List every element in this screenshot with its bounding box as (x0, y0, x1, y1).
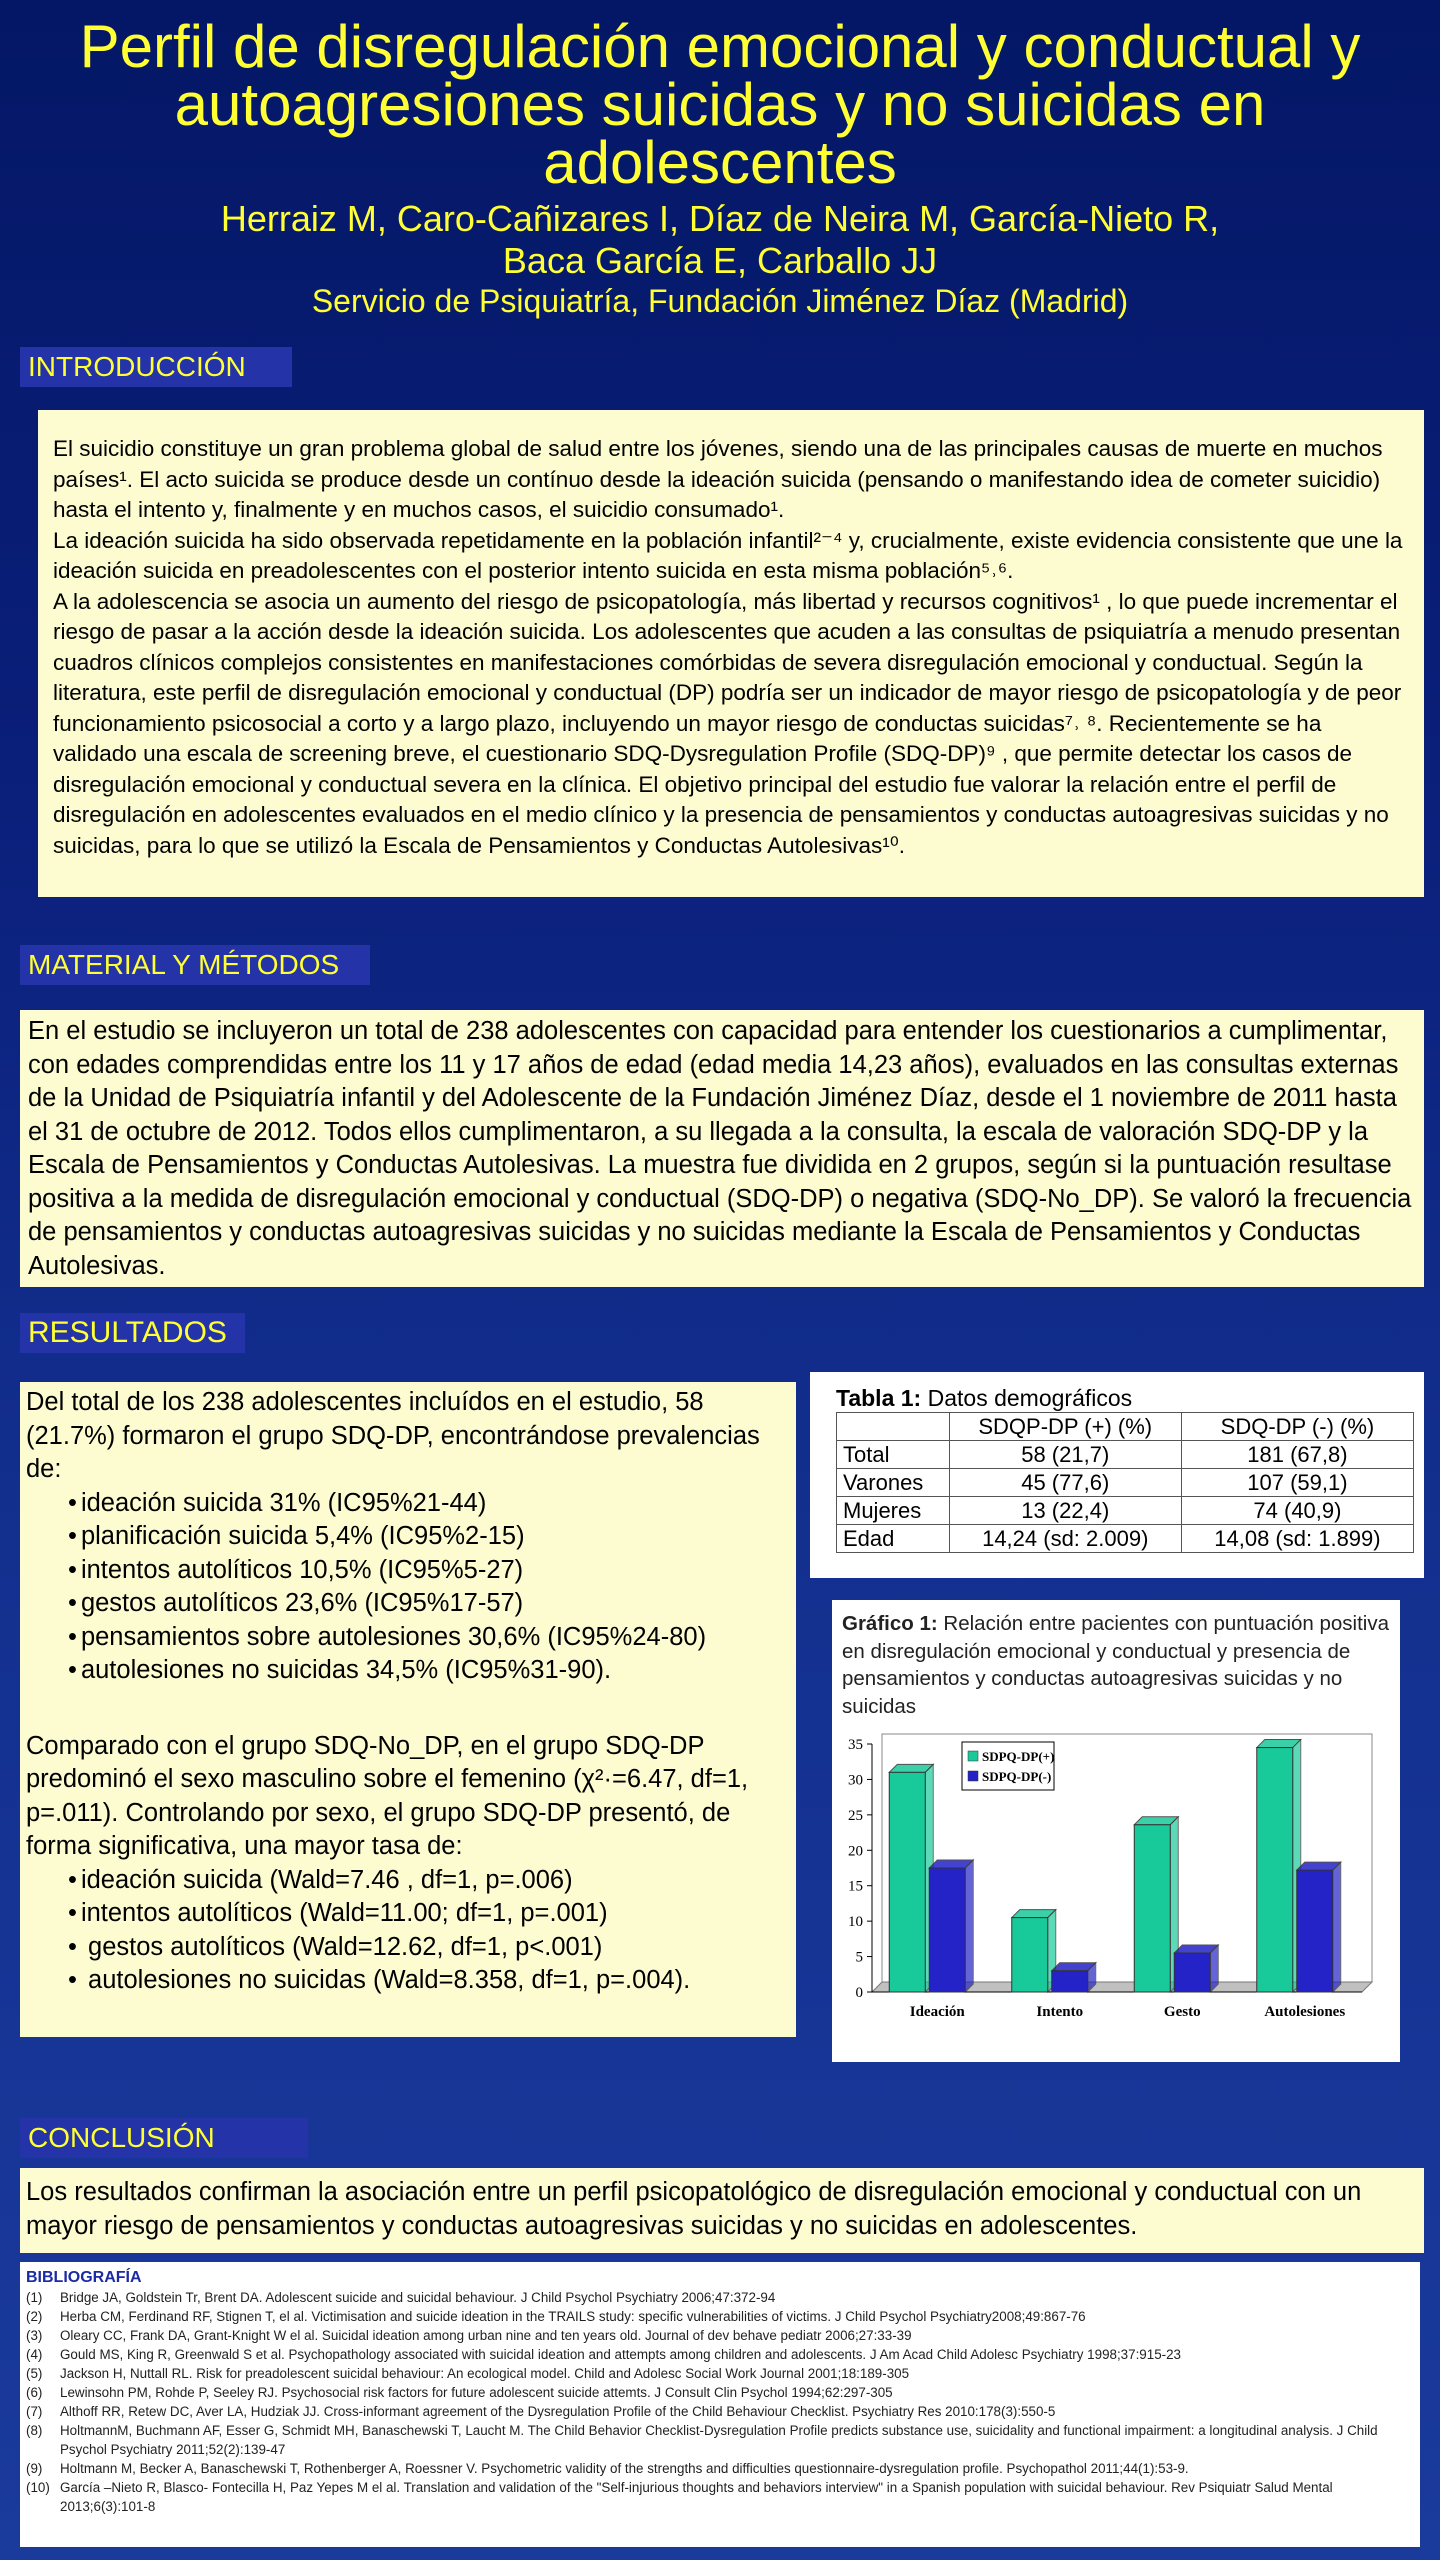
methods-heading: MATERIAL Y MÉTODOS (20, 945, 370, 985)
table-cell: Mujeres (837, 1497, 950, 1525)
prevalence-list (26, 1487, 792, 1688)
results-heading: RESULTADOS (20, 1313, 245, 1353)
reference-number: (10) (26, 2480, 50, 2495)
intro-box (38, 410, 1424, 897)
legend-label: SDPQ-DP(-) (982, 1769, 1052, 1784)
reference-item (26, 2421, 1414, 2459)
list-item: • gestos autolíticos (Wald=12.62, df=1, p<.001) (68, 1931, 792, 1965)
intro-paragraph-3: A la adolescencia se asocia un aumento del riesgo de psicopatología, más libertad y recursos cognitivos¹ , lo que puede incrementar el riesgo de pasar a la acción desde la ideación suicida. Los adolescentes que acuden a las consultas de psiquiatría a menudo presentan cuadros clínicos complejos consistentes en manifestaciones comórbidas de severa disregulación emocional y conductual. Según la literatura, este perfil de disregulación emocional y conductual (DP) podría ser un indicador de mayor riesgo de psicopatología y de peor funcionamiento psicosocial a corto y a largo plazo, incluyendo un mayor riesgo de conductas suicidas⁷˒ ⁸. Recientemente se ha validado una escala de screening breve, el cuestionario SDQ-Dysregulation Profile (SDQ-DP)⁹ , que permite detectar los casos de disregulación emocional y conductual severa en la clínica. El objetivo principal del estudio fue valorar la relación entre el perfil de disregulación en adolescentes evaluados en el medio clínico y la presencia de pensamientos y conductas autoagresivas suicidas y no suicidas, para lo que se utilizó la Escala de Pensamientos y Conductas Autolesivas¹⁰. (53, 588, 1402, 858)
list-item: • intentos autolíticos (Wald=11.00; df=1, p=.001) (68, 1897, 792, 1931)
reference-text: HoltmannM, Buchmann AF, Esser G, Schmidt MH, Banaschewski T, Laucht M. The Child Behavior Checklist-Dysregulation Profile predicts substance use, suicidality and functional impairment: a longitudinal analysis. J Child Psychol Psychiatry 2011;52(2):139-47 (60, 2423, 1378, 2457)
reference-number: (5) (26, 2366, 43, 2381)
reference-item (26, 2478, 1414, 2516)
table-cell: 14,08 (sd: 1.899) (1181, 1525, 1413, 1553)
list-item: • pensamientos sobre autolesiones 30,6% (IC95%24-80) (68, 1621, 792, 1655)
reference-number: (7) (26, 2404, 43, 2419)
list-item: • planificación suicida 5,4% (IC95%2-15) (68, 1520, 792, 1554)
conclusion-heading: CONCLUSIÓN (20, 2118, 308, 2158)
reference-text: Herba CM, Ferdinand RF, Stignen T, el al. Victimisation and suicide ideation in the TRAILS study: specific vulnerabilities of victims. J Child Psychol Psychiatry2008;49:867-76 (60, 2309, 1086, 2324)
table-caption-label: Tabla 1: (836, 1385, 922, 1411)
bar (1297, 1870, 1333, 1992)
significance-list (26, 1864, 792, 1998)
y-tick-label: 30 (848, 1772, 863, 1789)
table-caption-text: Datos demográficos (927, 1385, 1133, 1411)
reference-text: Oleary CC, Frank DA, Grant-Knight W el al. Suicidal ideation among urban nine and ten years old. Journal of dev behave pediatr 2006;27:33-39 (60, 2328, 912, 2343)
reference-number: (6) (26, 2385, 43, 2400)
intro-paragraph-1: El suicidio constituye un gran problema global de salud entre los jóvenes, siendo una de las principales causas de muerte en muchos países¹. El acto suicida se produce desde un contínuo desde la ideación suicida (pensando o manifestando idea de cometer suicidio) hasta el intento y, finalmente y en muchos casos, el suicidio consumado¹. (53, 436, 1383, 522)
reference-text: Gould MS, King R, Greenwald S et al. Psychopathology associated with suicidal ideation and attempts among children and adolescents. J Am Acad Child Adolesc Psychiatry 1998;37:915-23 (60, 2347, 1181, 2362)
bar (1134, 1825, 1170, 1992)
chart-caption (832, 1600, 1400, 1720)
table-cell: Edad (837, 1525, 950, 1553)
reference-text: Jackson H, Nuttall RL. Risk for preadolescent suicidal behaviour: An ecological model. Child and Adolesc Social Work Journal 2001;18:189-305 (60, 2366, 910, 2381)
legend-label: SDPQ-DP(+) (982, 1749, 1055, 1764)
bar-side-face (1210, 1945, 1218, 1992)
reference-item (26, 2364, 1414, 2383)
y-tick-label: 5 (855, 1949, 863, 1966)
title-block (20, 13, 1420, 320)
list-item: • gestos autolíticos 23,6% (IC95%17-57) (68, 1587, 792, 1621)
reference-text: Bridge JA, Goldstein Tr, Brent DA. Adolescent suicide and suicidal behaviour. J Child Psychol Psychiatry 2006;47:372-94 (60, 2290, 776, 2305)
bar (929, 1868, 965, 1992)
chart-caption-text: Relación entre pacientes con puntuación positiva en disregulación emocional y conductual y presencia de pensamientos y conductas autoagresivas suicidas y no suicidas (842, 1612, 1390, 1718)
x-tick-label: Gesto (1163, 2004, 1201, 2020)
y-tick-label: 0 (855, 1985, 863, 2001)
reference-number: (8) (26, 2423, 43, 2438)
reference-item (26, 2288, 1414, 2307)
methods-text: En el estudio se incluyeron un total de 238 adolescentes con capacidad para entender los cuestionarios a cumplimentar, con edades comprendidas entre los 11 y 17 años de edad (edad media 14,23 años), evaluados en las consultas externas de la Unidad de Psiquiatría infantil y del Adolescente de la Fundación Jiménez Díaz, desde el 1 noviembre de 2011 hasta el 31 de octubre de 2012. Todos ellos cumplimentaron, a su llegada a la consulta, la escala de valoración SDQ-DP y la Escala de Pensamientos y Conductas Autolesivas. La muestra fue dividida en 2 grupos, según si la puntuación resultase positiva a la medida de disregulación emocional y conductual (SDQ-DP) o negativa (SDQ-No_DP). Se valoró la frecuencia de pensamientos y conductas autoagresivas suicidas y no suicidas mediante la Escala de Pensamientos y Conductas Autolesivas. (28, 1017, 1412, 1280)
chart-caption-label: Gráfico 1: (842, 1612, 938, 1635)
table-caption (836, 1384, 1414, 1412)
bar (1174, 1953, 1210, 1992)
bar (1052, 1971, 1088, 1992)
results-comparison: Comparado con el grupo SDQ-No_DP, en el grupo SDQ-DP predominó el sexo masculino sobre el femenino (χ²·=6.47, df=1, p=.011). Controlando por sexo, el grupo SDQ-DP presentó, de forma significativa, una mayor tasa de: (26, 1731, 749, 1860)
conclusion-box (20, 2168, 1424, 2253)
reference-number: (9) (26, 2461, 43, 2476)
reference-number: (1) (26, 2290, 43, 2305)
y-tick-label: 35 (848, 1737, 863, 1753)
y-tick-label: 25 (848, 1807, 863, 1824)
reference-text: Holtmann M, Becker A, Banaschewski T, Rothenberger A, Roessner V. Psychometric validity of the strengths and difficulties questionnaire-dysregulation profile. Psychopathol 2011;44(1):53-9. (60, 2461, 1189, 2476)
table-cell: 58 (21,7) (949, 1441, 1181, 1469)
bibliography-heading: BIBLIOGRAFÍA (26, 2269, 142, 2286)
results-box (20, 1382, 796, 2037)
list-item: • ideación suicida 31% (IC95%21-44) (68, 1487, 792, 1521)
bar (1012, 1918, 1048, 1992)
bar-chart (832, 1722, 1400, 2062)
bar (1257, 1748, 1293, 1992)
reference-item (26, 2402, 1414, 2421)
bar-side-face (1333, 1862, 1341, 1992)
poster-title: Perfil de disregulación emocional y conductual y autoagresiones suicidas y no suicidas en adolescentes (79, 13, 1361, 196)
table-header-cell (837, 1413, 950, 1441)
table-cell: Total (837, 1441, 950, 1469)
intro-paragraph-2: La ideación suicida ha sido observada repetidamente en la población infantil²⁻⁴ y, crucialmente, existe evidencia consistente que une la ideación suicida en preadolescentes con el posterior intento suicida en esta misma población⁵˒⁶. (53, 527, 1403, 583)
table-row (837, 1469, 1414, 1497)
legend-swatch (968, 1751, 978, 1761)
results-intro: Del total de los 238 adolescentes incluídos en el estudio, 58 (21.7%) formaron el grupo SDQ-DP, encontrándose prevalencias de: (26, 1388, 760, 1483)
authors-line-2: Baca García E, Carballo JJ (502, 240, 938, 281)
reference-item (26, 2459, 1414, 2478)
reference-number: (3) (26, 2328, 43, 2343)
demographics-table (836, 1412, 1414, 1553)
y-tick-label: 10 (848, 1914, 863, 1931)
table-row (837, 1497, 1414, 1525)
bar (889, 1772, 925, 1992)
list-item: • intentos autolíticos 10,5% (IC95%5-27) (68, 1554, 792, 1588)
reference-item (26, 2326, 1414, 2345)
bibliography (20, 2262, 1420, 2547)
authors-line-1: Herraiz M, Caro-Cañizares I, Díaz de Neira M, García-Nieto R, (220, 198, 1220, 239)
table-header-cell: SDQP-DP (+) (%) (949, 1413, 1181, 1441)
table-row (837, 1441, 1414, 1469)
affiliation: Servicio de Psiquiatría, Fundación Jiménez Díaz (Madrid) (311, 283, 1129, 319)
legend-swatch (968, 1771, 978, 1781)
table-header-cell: SDQ-DP (-) (%) (1181, 1413, 1413, 1441)
table-cell: 107 (59,1) (1181, 1469, 1413, 1497)
x-tick-label: Intento (1036, 2004, 1084, 2020)
chart-panel (832, 1600, 1400, 2062)
table-cell: 45 (77,6) (949, 1469, 1181, 1497)
x-tick-label: Autolesiones (1264, 2004, 1346, 2020)
intro-heading: INTRODUCCIÓN (20, 347, 292, 387)
reference-text: Althoff RR, Retew DC, Aver LA, Hudziak JJ. Cross-informant agreement of the Dysregulation Profile of the Child Behaviour Checklist. Psychiatry Res 2010:178(3):550-5 (60, 2404, 1056, 2419)
table-cell: 14,24 (sd: 2.009) (949, 1525, 1181, 1553)
table-header-row (837, 1413, 1414, 1441)
reference-text: Lewinsohn PM, Rohde P, Seeley RJ. Psychosocial risk factors for future adolescent suicide attemts. J Consult Clin Psychol 1994;62:297-305 (60, 2385, 893, 2400)
reference-text: García –Nieto R, Blasco- Fontecilla H, Paz Yepes M el al. Translation and validation of the "Self-injurious thoughts and behaviors interview" in a Spanish population with suicidal behaviour. Rev Psiquiatr Salud Mental 2013;6(3):101-8 (60, 2480, 1333, 2514)
table-cell: Varones (837, 1469, 950, 1497)
list-item: • ideación suicida (Wald=7.46 , df=1, p=.006) (68, 1864, 792, 1898)
list-item: • autolesiones no suicidas 34,5% (IC95%31-90). (68, 1654, 792, 1688)
table-row (837, 1525, 1414, 1553)
reference-number: (2) (26, 2309, 43, 2324)
table-cell: 74 (40,9) (1181, 1497, 1413, 1525)
table-panel (810, 1372, 1424, 1578)
methods-box (20, 1010, 1424, 1287)
bibliography-list (26, 2288, 1414, 2516)
reference-number: (4) (26, 2347, 43, 2362)
list-item: • autolesiones no suicidas (Wald=8.358, df=1, p=.004). (68, 1964, 792, 1998)
reference-item (26, 2345, 1414, 2364)
reference-item (26, 2383, 1414, 2402)
table-cell: 181 (67,8) (1181, 1441, 1413, 1469)
bar-side-face (965, 1860, 973, 1992)
reference-item (26, 2307, 1414, 2326)
conclusion-text: Los resultados confirman la asociación entre un perfil psicopatológico de disregulación emocional y conductual con un mayor riesgo de pensamientos y conductas autoagresivas suicidas y no suicidas en adolescentes. (26, 2178, 1362, 2240)
y-tick-label: 20 (848, 1843, 863, 1860)
table-cell: 13 (22,4) (949, 1497, 1181, 1525)
y-tick-label: 15 (848, 1878, 863, 1895)
x-tick-label: Ideación (909, 2004, 965, 2020)
